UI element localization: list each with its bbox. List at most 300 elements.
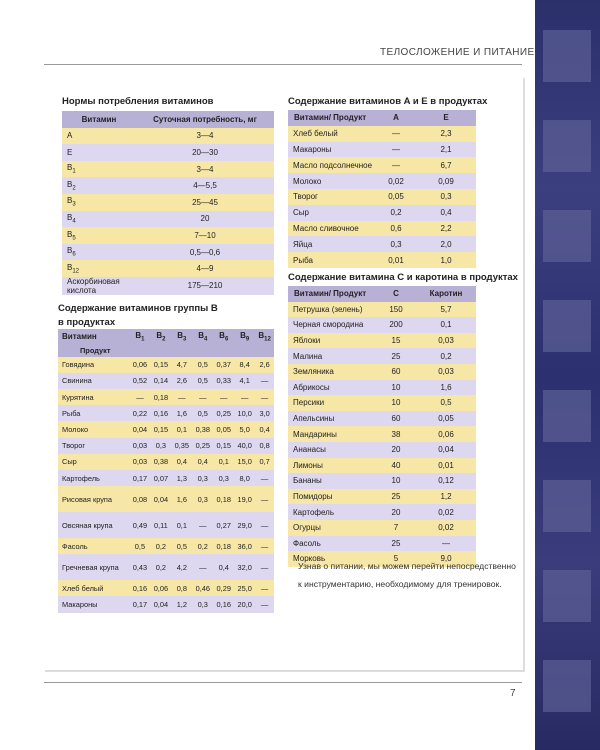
col-letter: B [219, 331, 225, 340]
vitamin-value: 0,18 [213, 538, 234, 554]
vitamin-value: 0,7 [255, 454, 274, 470]
vitamin-value: 0,14 [150, 373, 171, 389]
vitamin-letter: B [67, 262, 73, 272]
table-row [288, 302, 476, 318]
product-name: Сыр [58, 454, 129, 470]
strip-photo [543, 390, 591, 442]
vitamin-e-value: 2,3 [416, 126, 476, 142]
carotene-value: 0,1 [416, 317, 476, 333]
vitamin-value: 0,29 [213, 580, 234, 596]
daily-need: 25—45 [136, 194, 274, 211]
vitamin-e-value: 2,0 [416, 236, 476, 252]
vitamin-value: 0,5 [129, 538, 150, 554]
vitamin-value: 0,4 [213, 554, 234, 580]
vitamin-value: — [129, 389, 150, 405]
vit-c-col-head: Витамин/ Продукт [288, 286, 376, 302]
vitamin-c-value: 10 [376, 473, 416, 489]
vitamin-value: 0,5 [192, 357, 213, 373]
norms-col-vitamin: Витамин [62, 111, 136, 128]
vitamin-value: 0,18 [213, 486, 234, 512]
footer-rule [44, 682, 522, 683]
product-name: Яйца [288, 236, 376, 252]
table-row [288, 221, 476, 237]
vitamin-value: 0,1 [171, 421, 192, 437]
col-subscript: 12 [264, 336, 271, 343]
vitamin-subscript: 2 [72, 185, 76, 192]
vitamin-value: 32,0 [234, 554, 255, 580]
vitamin-value: 0,15 [150, 421, 171, 437]
vitamin-name: A [62, 128, 136, 145]
vitamin-value: — [192, 554, 213, 580]
vitamin-value: 1,3 [171, 470, 192, 486]
vitamin-value: 0,2 [150, 538, 171, 554]
vitamin-a-value: 0,6 [376, 221, 416, 237]
table-row [62, 144, 274, 161]
vitamin-value: 0,04 [150, 596, 171, 612]
vitamin-value: — [192, 512, 213, 538]
vitamin-value: — [192, 389, 213, 405]
vitamin-a-value: 0,3 [376, 236, 416, 252]
vitamin-c-value: 5 [376, 551, 416, 567]
vitamin-value: 0,2 [150, 554, 171, 580]
carotene-value: 1,6 [416, 380, 476, 396]
vitamin-value: 10,0 [234, 405, 255, 421]
table-row [62, 161, 274, 178]
vitamin-value: 0,3 [150, 438, 171, 454]
vitamin-value: 8,0 [234, 470, 255, 486]
product-name: Малина [288, 348, 376, 364]
carotene-value: 0,02 [416, 520, 476, 536]
vitamin-value: 0,06 [150, 580, 171, 596]
carotene-value: — [416, 536, 476, 552]
table-row [288, 442, 476, 458]
carotene-value: 0,04 [416, 442, 476, 458]
product-name: Гречневая крупа [58, 554, 129, 580]
table-row [288, 205, 476, 221]
vitamin-value: 0,25 [192, 438, 213, 454]
table-row [288, 504, 476, 520]
product-name: Фасоль [288, 536, 376, 552]
table-row [288, 473, 476, 489]
vitamin-value: 1,6 [171, 405, 192, 421]
table-row [62, 260, 274, 277]
table-row [58, 596, 274, 612]
vitamin-value: — [255, 373, 274, 389]
norms-table [62, 111, 274, 295]
vitamin-a-value: 0,2 [376, 205, 416, 221]
daily-need: 4—9 [136, 260, 274, 277]
table-row [288, 173, 476, 189]
vitamin-e-value: 2,1 [416, 142, 476, 158]
vitamin-value: 0,4 [171, 454, 192, 470]
daily-need: 4—5,5 [136, 177, 274, 194]
group-b-table [58, 329, 274, 613]
group-b-col [213, 329, 234, 345]
vit-ae-col-head: Витамин/ Продукт [288, 110, 376, 126]
vitamin-subscript: 12 [72, 268, 80, 275]
product-name: Говядина [58, 357, 129, 373]
vitamin-value: 0,03 [129, 454, 150, 470]
vit-c-col-k: Каротин [416, 286, 476, 302]
product-name: Творог [58, 438, 129, 454]
vitamin-name [62, 211, 136, 228]
col-subscript: 9 [245, 336, 250, 343]
vitamin-value: 0,2 [192, 538, 213, 554]
vitamin-value: — [255, 486, 274, 512]
vitamin-c-value: 20 [376, 442, 416, 458]
vitamin-value: 29,0 [234, 512, 255, 538]
vitamin-letter: B [67, 229, 73, 239]
vitamin-e-value: 2,2 [416, 221, 476, 237]
vitamin-value: 19,0 [234, 486, 255, 512]
table-row [58, 421, 274, 437]
product-name: Яблоки [288, 333, 376, 349]
vitamin-value: 3,0 [255, 405, 274, 421]
vitamin-c-value: 38 [376, 426, 416, 442]
vitamin-c-value: 25 [376, 489, 416, 505]
vitamin-c-value: 200 [376, 317, 416, 333]
group-b-col [150, 329, 171, 345]
daily-need: 3—4 [136, 161, 274, 178]
vitamin-a-value: — [376, 126, 416, 142]
table-row [288, 364, 476, 380]
vitamin-value: 0,46 [192, 580, 213, 596]
vitamin-value: 0,43 [129, 554, 150, 580]
vitamin-value: 0,3 [192, 596, 213, 612]
table-row [58, 454, 274, 470]
vitamin-value: 20,0 [234, 596, 255, 612]
table-row [62, 227, 274, 244]
product-name: Масло подсолнечное [288, 157, 376, 173]
table-row [58, 512, 274, 538]
product-name: Абрикосы [288, 380, 376, 396]
vitamin-e-value: 6,7 [416, 157, 476, 173]
vitamin-value: 1,2 [171, 596, 192, 612]
vitamin-letter: B [67, 246, 73, 256]
vitamin-value: 4,1 [234, 373, 255, 389]
strip-photo [543, 660, 591, 712]
table-row [62, 244, 274, 261]
vitamin-name [62, 161, 136, 178]
vitamin-subscript: 3 [72, 202, 76, 209]
vitamin-letter: B [67, 179, 73, 189]
table-row [58, 470, 274, 486]
table-row [288, 236, 476, 252]
daily-need: 7—10 [136, 227, 274, 244]
vitamin-value: — [255, 538, 274, 554]
product-name: Мандарины [288, 426, 376, 442]
vitamin-name: E [62, 144, 136, 161]
product-name: Персики [288, 395, 376, 411]
vitamin-c-value: 15 [376, 333, 416, 349]
norms-title: Нормы потребления витаминов [62, 96, 214, 107]
vitamin-value: 0,4 [192, 454, 213, 470]
product-name: Хлеб белый [288, 126, 376, 142]
vitamin-value: — [255, 389, 274, 405]
vitamin-value: — [255, 512, 274, 538]
vitamin-c-value: 150 [376, 302, 416, 318]
vitamin-c-value: 10 [376, 395, 416, 411]
product-name: Земляника [288, 364, 376, 380]
vitamin-value: 0,1 [213, 454, 234, 470]
product-name: Сыр [288, 205, 376, 221]
vitamin-c-value: 60 [376, 411, 416, 427]
col-letter: B [135, 331, 142, 340]
vitamin-value: 2,6 [171, 373, 192, 389]
vitamin-c-value: 10 [376, 380, 416, 396]
table-row [288, 157, 476, 173]
table-row [58, 538, 274, 554]
table-row [288, 395, 476, 411]
vitamin-value: — [255, 470, 274, 486]
vitamin-value: — [255, 554, 274, 580]
carotene-value: 5,7 [416, 302, 476, 318]
product-name: Помидоры [288, 489, 376, 505]
vitamin-value: 0,15 [213, 438, 234, 454]
vitamin-value: 0,04 [129, 421, 150, 437]
carotene-value: 0,03 [416, 333, 476, 349]
product-name: Макароны [58, 596, 129, 612]
col-letter: B [156, 331, 163, 340]
vit-c-title: Содержание витамина C и каротина в продуктах [288, 272, 518, 283]
col-subscript: 2 [162, 336, 166, 343]
page-number: 7 [510, 688, 516, 699]
carotene-value: 0,03 [416, 364, 476, 380]
product-name: Рисовая крупа [58, 486, 129, 512]
col-subscript: 1 [141, 336, 145, 343]
vitamin-value: 0,03 [129, 438, 150, 454]
product-name: Картофель [58, 470, 129, 486]
col-subscript: 4 [204, 336, 208, 343]
vitamin-value: — [171, 389, 192, 405]
carotene-value: 0,06 [416, 426, 476, 442]
vitamin-value: — [255, 596, 274, 612]
carotene-value: 0,05 [416, 411, 476, 427]
vitamin-value: 0,1 [171, 512, 192, 538]
vitamin-value: 0,04 [150, 486, 171, 512]
table-row [62, 277, 274, 295]
vitamin-value: — [213, 389, 234, 405]
vit-ae-table [288, 110, 476, 268]
strip-photo [543, 210, 591, 262]
vitamin-value: 0,35 [171, 438, 192, 454]
product-name: Морковь [288, 551, 376, 567]
carotene-value: 1,2 [416, 489, 476, 505]
product-name: Лимоны [288, 458, 376, 474]
vitamin-value: 15,0 [234, 454, 255, 470]
vitamin-name [62, 194, 136, 211]
vitamin-value: 0,3 [192, 486, 213, 512]
group-b-col [171, 329, 192, 345]
vitamin-value: 0,5 [171, 538, 192, 554]
product-name: Бананы [288, 473, 376, 489]
vitamin-value: 0,52 [129, 373, 150, 389]
vitamin-c-value: 40 [376, 458, 416, 474]
vitamin-value: 0,37 [213, 357, 234, 373]
vitamin-c-value: 25 [376, 348, 416, 364]
table-row [288, 252, 476, 268]
product-name: Черная смородина [288, 317, 376, 333]
vitamin-name [62, 244, 136, 261]
group-b-title: Содержание витаминов группы B [58, 303, 218, 314]
vitamin-value: 0,16 [150, 405, 171, 421]
strip-photo [543, 480, 591, 532]
vitamin-e-value: 0,09 [416, 173, 476, 189]
vit-ae-title: Содержание витаминов A и E в продуктах [288, 96, 488, 107]
group-b-col-product: Продукт [58, 345, 129, 357]
carotene-value: 0,2 [416, 348, 476, 364]
col-subscript: 3 [183, 336, 187, 343]
table-row [62, 211, 274, 228]
strip-photo [543, 120, 591, 172]
product-name: Фасоль [58, 538, 129, 554]
carotene-value: 0,12 [416, 473, 476, 489]
vitamin-value: 0,49 [129, 512, 150, 538]
vitamin-value: 8,4 [234, 357, 255, 373]
vitamin-name [62, 227, 136, 244]
table-row [288, 126, 476, 142]
product-name: Петрушка (зелень) [288, 302, 376, 318]
strip-photo [543, 30, 591, 82]
vitamin-value: 40,0 [234, 438, 255, 454]
vitamin-value: 0,05 [213, 421, 234, 437]
product-name: Макароны [288, 142, 376, 158]
vitamin-c-value: 25 [376, 536, 416, 552]
col-letter: B [177, 331, 184, 340]
daily-need: 175—210 [136, 277, 274, 295]
table-row [288, 458, 476, 474]
vitamin-value: 25,0 [234, 580, 255, 596]
vitamin-value: 0,38 [192, 421, 213, 437]
vitamin-a-value: — [376, 142, 416, 158]
vitamin-e-value: 0,4 [416, 205, 476, 221]
table-row [288, 426, 476, 442]
vitamin-c-value: 60 [376, 364, 416, 380]
vitamin-value: 0,4 [255, 421, 274, 437]
side-photo-strip [535, 0, 600, 750]
vitamin-value: 36,0 [234, 538, 255, 554]
group-b-col [192, 329, 213, 345]
vit-ae-col-a: A [376, 110, 416, 126]
vitamin-value: 2,6 [255, 357, 274, 373]
vitamin-value: 0,16 [213, 596, 234, 612]
product-name: Свинина [58, 373, 129, 389]
daily-need: 20 [136, 211, 274, 228]
vitamin-c-value: 20 [376, 504, 416, 520]
vitamin-value: 0,8 [171, 580, 192, 596]
vitamin-value: 1,6 [171, 486, 192, 512]
vitamin-c-value: 7 [376, 520, 416, 536]
table-row [288, 520, 476, 536]
vitamin-name [62, 260, 136, 277]
table-row [62, 128, 274, 145]
product-name: Огурцы [288, 520, 376, 536]
table-row [58, 438, 274, 454]
group-b-title-2: в продуктах [58, 317, 116, 328]
group-b-col [255, 329, 274, 345]
table-row [288, 411, 476, 427]
running-header: ТЕЛОСЛОЖЕНИЕ И ПИТАНИЕ [380, 47, 535, 58]
vitamin-value: 4,2 [171, 554, 192, 580]
table-row [288, 142, 476, 158]
vitamin-value: 0,15 [150, 357, 171, 373]
carotene-value: 0,01 [416, 458, 476, 474]
vitamin-value: 0,25 [213, 405, 234, 421]
vitamin-subscript: 4 [72, 218, 76, 225]
strip-photo [543, 570, 591, 622]
table-row [58, 554, 274, 580]
vitamin-value: 0,07 [150, 470, 171, 486]
strip-photo [543, 300, 591, 352]
group-b-col-vitamin: Витамин [58, 329, 129, 345]
table-row [288, 348, 476, 364]
vitamin-a-value: — [376, 157, 416, 173]
col-letter: B [258, 331, 265, 340]
table-row [62, 177, 274, 194]
product-name: Рыба [288, 252, 376, 268]
table-row [58, 357, 274, 373]
vitamin-subscript: 6 [72, 251, 76, 258]
vitamin-letter: B [67, 196, 73, 206]
product-name: Апельсины [288, 411, 376, 427]
vitamin-value: 0,5 [192, 373, 213, 389]
vitamin-subscript: 1 [72, 168, 76, 175]
daily-need: 20—30 [136, 144, 274, 161]
vitamin-value: — [234, 389, 255, 405]
product-name: Картофель [288, 504, 376, 520]
table-row [58, 486, 274, 512]
daily-need: 3—4 [136, 128, 274, 145]
col-subscript: 6 [224, 336, 229, 343]
vitamin-a-value: 0,01 [376, 252, 416, 268]
product-name: Молоко [288, 173, 376, 189]
product-name: Молоко [58, 421, 129, 437]
carotene-value: 0,02 [416, 504, 476, 520]
table-row [288, 333, 476, 349]
vitamin-subscript: 5 [72, 235, 76, 242]
table-row [58, 405, 274, 421]
vitamin-value: 0,3 [213, 470, 234, 486]
vitamin-value: 0,17 [129, 596, 150, 612]
col-letter: B [240, 331, 246, 340]
vitamin-value: 0,27 [213, 512, 234, 538]
carotene-value: 9,0 [416, 551, 476, 567]
group-b-col [234, 329, 255, 345]
daily-need: 0,5—0,6 [136, 244, 274, 261]
vitamin-letter: B [67, 213, 73, 223]
product-name: Масло сливочное [288, 221, 376, 237]
vitamin-value: 0,33 [213, 373, 234, 389]
vitamin-value: 0,3 [192, 470, 213, 486]
vitamin-letter: B [67, 163, 73, 173]
vitamin-value: 0,06 [129, 357, 150, 373]
vitamin-value: 0,5 [192, 405, 213, 421]
table-row [288, 380, 476, 396]
vitamin-value: 0,18 [150, 389, 171, 405]
header-rule [44, 64, 522, 65]
carotene-value: 0,5 [416, 395, 476, 411]
product-name: Хлеб белый [58, 580, 129, 596]
vitamin-value: — [255, 580, 274, 596]
vitamin-value: 0,8 [255, 438, 274, 454]
vit-c-col-c: C [376, 286, 416, 302]
vitamin-name: Аскорбиновая кислота [62, 277, 136, 295]
vitamin-value: 0,38 [150, 454, 171, 470]
product-name: Курятина [58, 389, 129, 405]
vitamin-value: 0,16 [129, 580, 150, 596]
table-row [58, 373, 274, 389]
vitamin-value: 0,08 [129, 486, 150, 512]
